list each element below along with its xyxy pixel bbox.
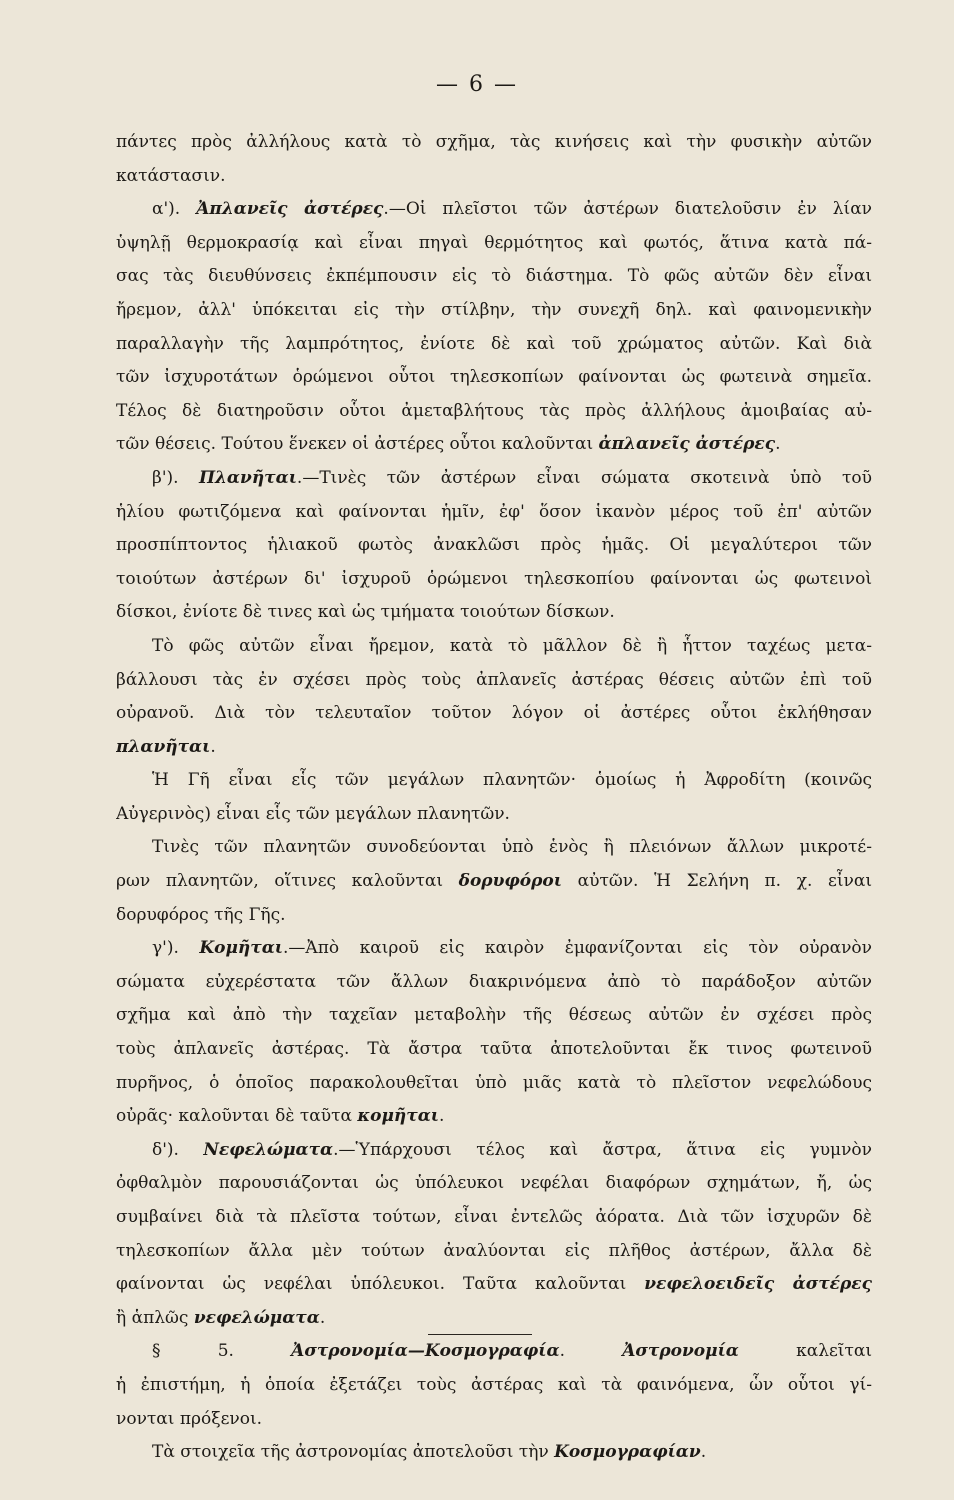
text-line (116, 1134, 872, 1168)
text-segment: τηλεσκοπίων ἄλλα μὲν τούτων ἀναλύονται εἰς πλῆθος ἀστέρων, ἄλλα δὲ (116, 1240, 872, 1261)
text-segment: Τὸ φῶς αὐτῶν εἶναι ἤρεμον, κατὰ τὸ μᾶλλον δὲ ἢ ἧττον ταχέως μετα- (152, 635, 872, 656)
text-segment: οὐρᾶς· καλοῦνται δὲ ταῦτα (116, 1106, 358, 1127)
emphasis-term: νεφελοειδεῖς ἀστέρες (644, 1274, 872, 1295)
text-segment: τῶν θέσεις. Τούτου ἕνεκεν οἱ ἀστέρες οὗτοι καλοῦνται (116, 434, 599, 455)
text-segment: Τινὲς τῶν πλανητῶν συνοδεύονται ὑπὸ ἑνὸς ἢ πλειόνων ἄλλων μικροτέ- (152, 837, 872, 858)
emphasis-term: πλανῆται (116, 736, 211, 757)
text-segment: Αὐγερινὸς) εἶναι εἷς τῶν μεγάλων πλανητῶν. (116, 803, 510, 824)
text-line (116, 496, 872, 530)
text-segment: παραλλαγὴν τῆς λαμπρότητος, ἐνίοτε δὲ καὶ τοῦ χρώματος αὐτῶν. Καὶ διὰ (116, 333, 872, 354)
text-line (116, 731, 872, 765)
text-line (116, 260, 872, 294)
text-line (116, 1403, 872, 1437)
text-segment: .—Ἀπὸ καιροῦ εἰς καιρὸν ἐμφανίζονται εἰς τὸν οὐρανὸν (283, 938, 872, 959)
text-segment: . (319, 1307, 326, 1328)
body-text (116, 126, 872, 1470)
text-line (116, 1369, 872, 1403)
emphasis-term: Νεφελώματα (203, 1139, 334, 1160)
text-segment: οὐρανοῦ. Διὰ τὸν τελευταῖον τοῦτον λόγον οἱ ἀστέρες οὗτοι ἐκλήθησαν (116, 703, 872, 724)
text-segment: τοὺς ἀπλανεῖς ἀστέρας. Τὰ ἄστρα ταῦτα ἀποτελοῦνται ἔκ τινος φωτεινοῦ (116, 1039, 872, 1060)
text-segment: Τὰ στοιχεῖα τῆς ἀστρονομίας ἀποτελοῦσι τὴν (152, 1442, 555, 1463)
text-segment: . (439, 1106, 445, 1127)
text-segment: ρων πλανητῶν, οἵτινες καλοῦνται (116, 871, 459, 892)
text-segment: σώματα εὐχερέστατα τῶν ἄλλων διακρινόμενα ἀπὸ τὸ παράδοξον αὐτῶν (116, 971, 872, 992)
emphasis-term: Πλανῆται (198, 467, 297, 488)
text-segment: νονται πρόξενοι. (116, 1408, 263, 1429)
text-line (116, 1268, 872, 1302)
text-line (116, 865, 872, 899)
text-line (116, 798, 872, 832)
text-line (116, 764, 872, 798)
end-rule (428, 1334, 532, 1335)
text-segment: τοιούτων ἀστέρων δι' ἰσχυροῦ ὁρώμενοι τηλεσκοπίου φαίνονται ὡς φωτεινοὶ (116, 568, 872, 589)
text-segment: ἢ ἁπλῶς (116, 1307, 194, 1328)
emphasis-term: Κοσμογραφίαν (554, 1442, 701, 1463)
text-line (116, 697, 872, 731)
text-line (116, 630, 872, 664)
text-line (116, 328, 872, 362)
text-segment: αὐτῶν. Ἡ Σελήνη π. χ. εἶναι (562, 871, 872, 892)
text-segment: β'). (152, 467, 199, 488)
text-line (116, 596, 872, 630)
emphasis-term: Ἀπλανεῖς ἀστέρες (196, 199, 384, 220)
emphasis-term: κομῆται (357, 1106, 440, 1127)
text-segment: . (775, 434, 781, 455)
text-line (116, 462, 872, 496)
text-line (116, 899, 872, 933)
text-line (116, 428, 872, 462)
emphasis-term: δορυφόροι (458, 871, 562, 892)
text-segment: . (700, 1442, 707, 1463)
text-line (116, 294, 872, 328)
text-line (116, 999, 872, 1033)
text-segment: .—Οἱ πλεῖστοι τῶν ἀστέρων διατελοῦσιν ἐν λίαν (383, 199, 872, 220)
text-segment: δ'). (152, 1139, 204, 1160)
text-segment: . (210, 736, 216, 757)
text-segment: . (559, 1341, 623, 1362)
text-segment: δορυφόρος τῆς Γῆς. (116, 904, 286, 925)
text-line (116, 361, 872, 395)
text-line (116, 1100, 872, 1134)
text-segment: σχῆμα καὶ ἀπὸ τὴν ταχεῖαν μεταβολὴν τῆς θέσεως αὐτῶν ἐν σχέσει πρὸς (116, 1005, 872, 1026)
emphasis-term: Ἀστρονομία (622, 1341, 739, 1362)
text-segment: ἡλίου φωτιζόμενα καὶ φαίνονται ἡμῖν, ἐφ' ὅσον ἱκανὸν μέρος τοῦ ἐπ' αὐτῶν (116, 501, 872, 522)
text-segment: δίσκοι, ἐνίοτε δὲ τινες καὶ ὡς τμήματα τοιούτων δίσκων. (116, 602, 615, 623)
text-segment: § 5. (152, 1341, 292, 1362)
text-line (116, 193, 872, 227)
text-segment: γ'). (152, 938, 200, 959)
text-segment: ἤρεμον, ἀλλ' ὑπόκειται εἰς τὴν στίλβην, τὴν συνεχῆ δηλ. καὶ φαινομενικὴν (116, 299, 872, 320)
text-segment: βάλλουσι τὰς ἐν σχέσει πρὸς τοὺς ἀπλανεῖς ἀστέρας θέσεις αὐτῶν ἐπὶ τοῦ (116, 669, 872, 690)
emphasis-term: ἀπλανεῖς ἀστέρες (598, 434, 776, 455)
text-line (116, 395, 872, 429)
text-line (116, 1436, 872, 1470)
text-line (116, 932, 872, 966)
text-line (116, 1335, 872, 1369)
text-segment: τῶν ἰσχυροτάτων ὁρώμενοι οὗτοι τηλεσκοπίων φαίνονται ὡς φωτεινὰ σημεῖα. (116, 367, 872, 388)
text-segment: ἡ ἐπιστήμη, ἡ ὁποία ἐξετάζει τοὺς ἀστέρας καὶ τὰ φαινόμενα, ὧν οὗτοι γί- (116, 1374, 872, 1395)
text-line (116, 1201, 872, 1235)
text-segment: φαίνονται ὡς νεφέλαι ὑπόλευκοι. Ταῦτα καλοῦνται (116, 1274, 645, 1295)
text-segment: ὑψηλῇ θερμοκρασίᾳ καὶ εἶναι πηγαὶ θερμότητος καὶ φωτός, ἅτινα κατὰ πά- (116, 232, 872, 253)
emphasis-term: Κομῆται (199, 938, 284, 959)
text-line (116, 160, 872, 194)
text-line (116, 966, 872, 1000)
page-number: — 6 — (436, 72, 518, 97)
text-line (116, 1033, 872, 1067)
text-line (116, 1167, 872, 1201)
text-segment: καλεῖται (738, 1341, 872, 1362)
text-segment: κατάστασιν. (116, 165, 226, 186)
emphasis-term: νεφελώματα (193, 1307, 320, 1328)
text-segment: .—Τινὲς τῶν ἀστέρων εἶναι σώματα σκοτεινὰ ὑπὸ τοῦ (296, 467, 872, 488)
text-segment: προσπίπτοντος ἡλιακοῦ φωτὸς ἀνακλῶσι πρὸς ἡμᾶς. Οἱ μεγαλύτεροι τῶν (116, 535, 872, 556)
text-segment: .—Ὑπάρχουσι τέλος καὶ ἄστρα, ἅτινα εἰς γυμνὸν (333, 1139, 872, 1160)
text-line (116, 831, 872, 865)
text-line (116, 227, 872, 261)
text-line (116, 563, 872, 597)
text-line (116, 126, 872, 160)
text-segment: α'). (152, 199, 197, 220)
text-segment: πυρῆνος, ὁ ὁποῖος παρακολουθεῖται ὑπὸ μιᾶς κατὰ τὸ πλεῖστον νεφελώδους (116, 1072, 872, 1093)
text-segment: πάντες πρὸς ἀλλήλους κατὰ τὸ σχῆμα, τὰς κινήσεις καὶ τὴν φυσικὴν αὐτῶν (116, 132, 872, 152)
text-line (116, 529, 872, 563)
text-line (116, 1235, 872, 1269)
text-line (116, 1302, 872, 1336)
text-segment: Τέλος δὲ διατηροῦσιν οὗτοι ἀμεταβλήτους τὰς πρὸς ἀλλήλους ἀμοιβαίας αὐ- (116, 400, 872, 421)
text-segment: σας τὰς διευθύνσεις ἐκπέμπουσιν εἰς τὸ διάστημα. Τὸ φῶς αὐτῶν δὲν εἶναι (116, 266, 872, 287)
text-segment: συμβαίνει διὰ τὰ πλεῖστα τούτων, εἶναι ἐντελῶς ἀόρατα. Διὰ τῶν ἰσχυρῶν δὲ (116, 1207, 872, 1227)
text-segment: ὀφθαλμὸν παρουσιάζονται ὡς ὑπόλευκοι νεφέλαι διαφόρων σχημάτων, ἤ, ὡς (116, 1173, 872, 1194)
text-segment: Ἡ Γῆ εἶναι εἷς τῶν μεγάλων πλανητῶν· ὁμοίως ἡ Ἀφροδίτη (κοινῶς (152, 770, 872, 791)
text-line (116, 664, 872, 698)
text-line (116, 1067, 872, 1101)
emphasis-term: Ἀστρονομία—Κοσμογραφία (291, 1341, 560, 1362)
